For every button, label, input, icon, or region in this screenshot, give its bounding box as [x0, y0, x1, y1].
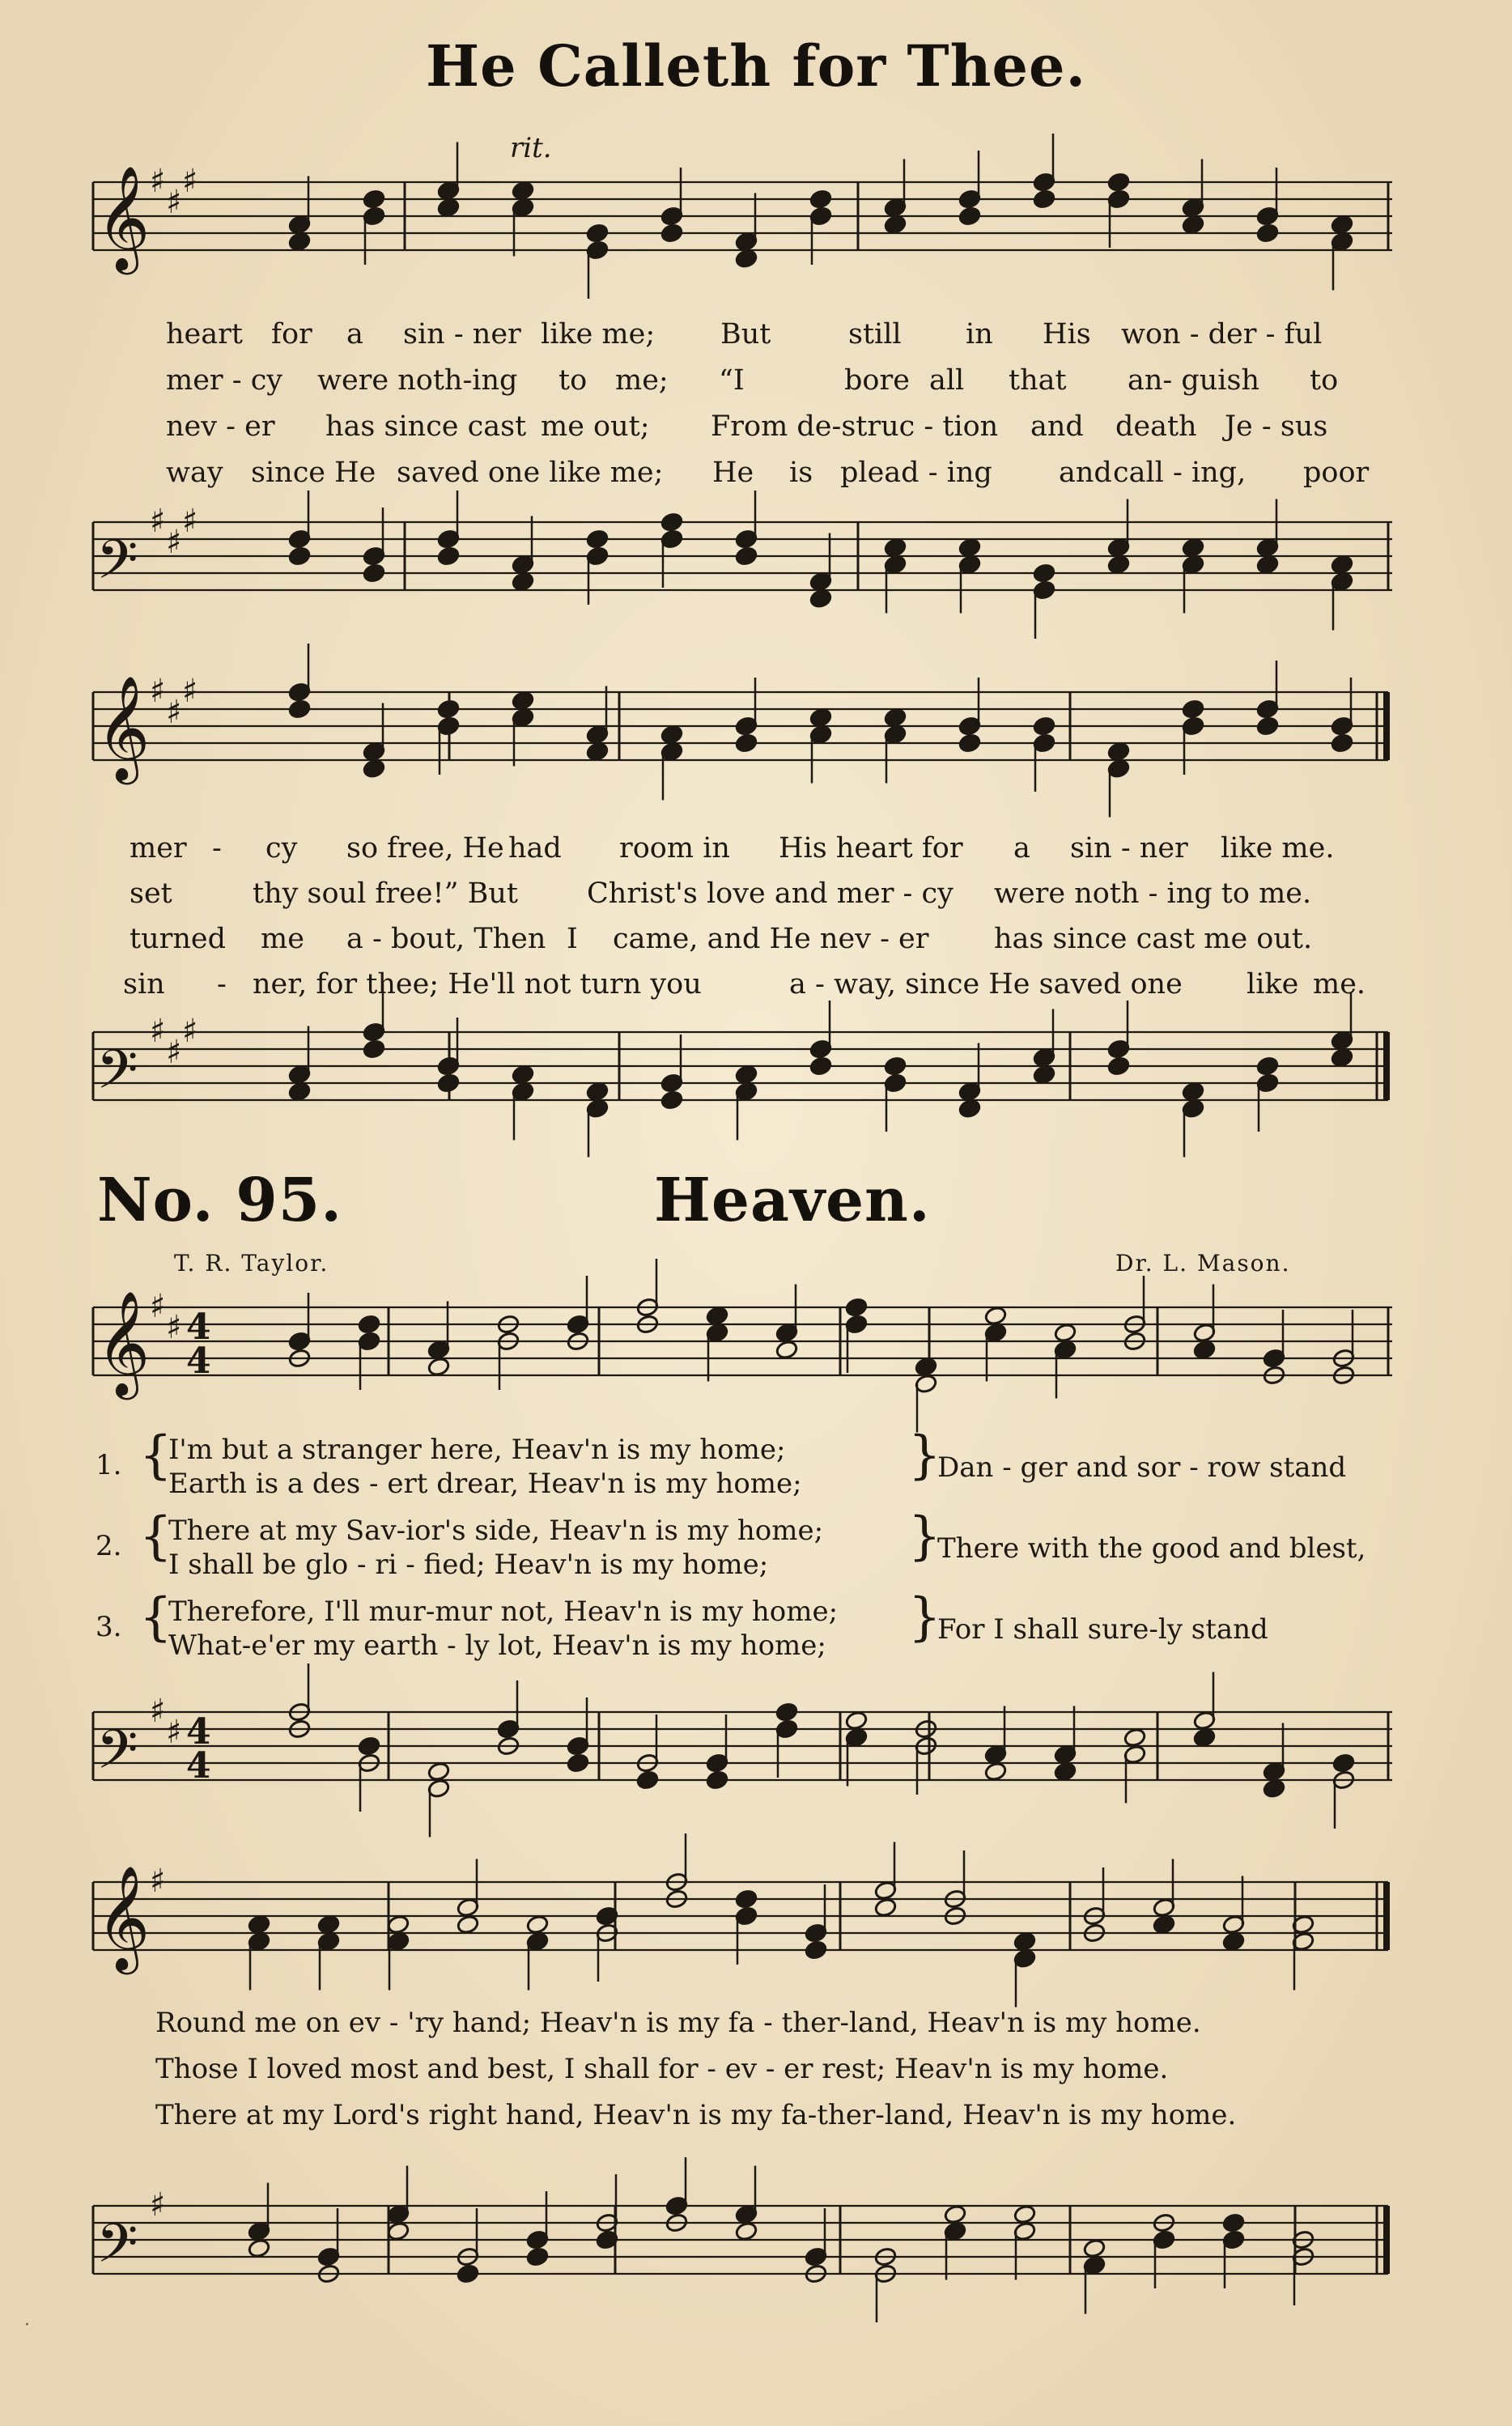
hymn2-system1-treble-staff	[0, 1287, 1512, 1433]
note-head	[1107, 172, 1131, 192]
sharp-sign: ♯	[182, 1013, 198, 1050]
note-head	[1256, 554, 1280, 575]
note-head	[1332, 1753, 1356, 1773]
brace-right: }	[908, 1425, 941, 1485]
hymn2-composer: Dr. L. Mason.	[1115, 1250, 1291, 1277]
syllable: has since cast me out.	[994, 923, 1313, 955]
note-head	[1153, 1914, 1176, 1935]
note-head	[512, 690, 535, 711]
syllable: me.	[1313, 968, 1366, 1001]
note-head	[1193, 1727, 1217, 1748]
stanza-number: 2.	[96, 1530, 122, 1562]
note-head	[735, 546, 758, 566]
time-signature-bottom: 4	[186, 1745, 211, 1787]
sharp-sign: ♯	[166, 1034, 182, 1071]
syllable: an- guish	[1128, 364, 1260, 397]
syllable: He	[712, 457, 754, 489]
note-head	[512, 1064, 535, 1085]
hymn1-s2-verse-2	[0, 877, 1512, 910]
note-head	[1331, 215, 1354, 235]
note-head	[660, 724, 684, 745]
note-head	[288, 546, 312, 566]
hymn1-system2-bass-staff	[0, 1012, 1512, 1158]
syllable: cy	[265, 832, 298, 865]
sharp-sign: ♯	[150, 1013, 166, 1050]
refrain-start: For I shall sure-ly stand	[937, 1613, 1268, 1646]
note-head	[288, 1081, 312, 1102]
syllable: came, and He nev - er	[613, 923, 929, 955]
syllable: “I	[719, 364, 745, 397]
note-head	[845, 1710, 869, 1731]
note-head	[944, 2204, 967, 2224]
sharp-sign: ♯	[166, 1714, 182, 1751]
note-head	[363, 563, 386, 583]
note-head	[775, 1702, 799, 1722]
note-head	[363, 189, 386, 209]
note-head	[874, 1897, 898, 1918]
syllable: has since cast	[325, 410, 527, 443]
sharp-sign: ♯	[150, 1693, 166, 1730]
treble-clef: 𝄞	[96, 675, 151, 780]
syllable: had	[508, 832, 562, 865]
stanza-line: There at my Sav-ior's side, Heav'n is my home;	[168, 1515, 824, 1547]
brace-right: }	[908, 1587, 941, 1647]
note-head	[735, 1064, 758, 1085]
note-head	[1083, 2238, 1106, 2258]
syllable: mer - cy	[166, 364, 283, 397]
syllable: poor	[1303, 457, 1370, 489]
syllable: heart	[166, 318, 243, 351]
note-head	[1033, 189, 1056, 209]
sharp-sign: ♯	[182, 673, 198, 710]
note-head	[636, 1770, 660, 1790]
note-head	[660, 223, 684, 243]
syllable: in	[966, 318, 993, 351]
note-head	[1107, 554, 1131, 575]
syllable: thy soul free!” But	[253, 877, 518, 910]
syllable: won - der - ful	[1121, 318, 1323, 351]
syllable: and	[1059, 457, 1112, 489]
sharp-sign: ♯	[150, 1863, 166, 1900]
note-head	[1013, 2204, 1037, 2224]
note-head	[1182, 1081, 1205, 1102]
note-head	[567, 1753, 590, 1773]
note-head	[1054, 1323, 1077, 1343]
note-head	[1054, 1761, 1077, 1782]
brace-left: {	[139, 1425, 172, 1485]
syllable: But	[720, 318, 771, 351]
hymn1-s2-verse-4	[0, 968, 1512, 1001]
final-bar-thick	[1383, 2206, 1390, 2274]
note-head	[1256, 1056, 1280, 1076]
note-head	[1182, 215, 1205, 235]
time-signature-top: 4	[186, 1711, 211, 1753]
bass-clef: 𝄢	[96, 2212, 138, 2288]
syllable: nev - er	[166, 410, 275, 443]
sharp-sign: ♯	[166, 524, 182, 561]
note-head	[1193, 1340, 1217, 1360]
note-head	[317, 1914, 341, 1935]
syllable: sin - ner	[403, 318, 521, 351]
syllable: for	[271, 318, 312, 351]
note-head	[437, 1073, 461, 1093]
note-head	[1256, 223, 1280, 243]
syllable: room in	[619, 832, 730, 865]
syllable: like	[1247, 968, 1299, 1001]
note-head	[526, 2246, 550, 2267]
syllable: and	[1030, 410, 1084, 443]
syllable: a	[346, 318, 363, 351]
syllable: all	[929, 364, 965, 397]
note-head	[1331, 554, 1354, 575]
syllable: sin - ner	[1070, 832, 1188, 865]
note-head	[248, 2238, 271, 2258]
syllable: set	[130, 877, 172, 910]
note-head	[735, 1889, 758, 1909]
note-head	[660, 1090, 684, 1110]
note-head	[706, 1770, 729, 1790]
note-head	[1222, 2212, 1246, 2233]
note-head	[512, 571, 535, 592]
time-signature-top: 4	[186, 1306, 211, 1348]
note-head	[1331, 733, 1354, 753]
note-head	[660, 512, 684, 532]
hymn1-s1-verse-3	[0, 410, 1512, 443]
note-head	[1263, 1778, 1286, 1799]
syllable: Christ's love and mer - cy	[587, 877, 953, 910]
brace-left: {	[139, 1587, 172, 1647]
sharp-sign: ♯	[166, 694, 182, 731]
sharp-sign: ♯	[150, 2186, 166, 2224]
hymn2-system1-bass-staff	[0, 1692, 1512, 1838]
final-bar-thick	[1383, 692, 1390, 760]
note-head	[288, 232, 312, 252]
note-head	[512, 181, 535, 201]
note-head	[735, 2221, 758, 2241]
note-head	[1013, 1931, 1037, 1952]
syllable: a - bout, Then	[346, 923, 546, 955]
hymn2-system2-bass-staff	[0, 2186, 1512, 2331]
bass-clef: 𝄢	[96, 529, 138, 604]
hymn2-lyricist: T. R. Taylor.	[174, 1250, 329, 1277]
note-head	[958, 206, 982, 226]
sharp-sign: ♯	[182, 163, 198, 200]
syllable: bore	[844, 364, 910, 397]
time-signature-bottom: 4	[186, 1340, 211, 1382]
syllable: His	[1043, 318, 1091, 351]
note-head	[735, 249, 758, 269]
syllable: like me.	[1221, 832, 1335, 865]
note-head	[437, 699, 461, 719]
syllable: -	[212, 832, 222, 865]
hymn2-number: No. 95.	[97, 1166, 342, 1235]
stanza-number: 1.	[96, 1449, 122, 1481]
note-head	[845, 1297, 869, 1317]
treble-clef: 𝄞	[96, 1865, 151, 1970]
syllable: me;	[615, 364, 669, 397]
note-head	[1033, 716, 1056, 736]
hymn1-s1-verse-2	[0, 364, 1512, 397]
syllable: plead - ing	[840, 457, 992, 489]
note-head	[1107, 741, 1131, 762]
treble-clef: 𝄞	[96, 165, 151, 270]
note-head	[884, 1056, 907, 1076]
syllable: death	[1115, 410, 1197, 443]
note-head	[358, 1736, 381, 1756]
note-head	[427, 1761, 451, 1782]
note-head	[706, 1306, 729, 1326]
syllable: to	[1310, 364, 1339, 397]
note-head	[735, 733, 758, 753]
syllable: saved one like me;	[397, 457, 664, 489]
note-head	[775, 1340, 799, 1360]
note-head	[363, 1039, 386, 1059]
sharp-sign: ♯	[166, 184, 182, 221]
syllable: that	[1009, 364, 1067, 397]
syllable: still	[848, 318, 902, 351]
note-head	[1033, 563, 1056, 583]
sharp-sign: ♯	[150, 673, 166, 710]
note-head	[526, 1914, 550, 1935]
note-head	[1182, 537, 1205, 558]
syllable: -	[217, 968, 227, 1001]
refrain-start: There with the good and blest,	[937, 1532, 1366, 1565]
syllable: so free, He	[346, 832, 504, 865]
note-head	[1222, 1931, 1246, 1952]
stanza-line: Earth is a des - ert drear, Heav'n is my home;	[168, 1468, 802, 1500]
syllable: ner, for thee; He'll not turn you	[253, 968, 702, 1001]
refrain-line-1: Round me on ev - 'ry hand; Heav'n is my fa - ther-land, Heav'n is my home.	[155, 2007, 1201, 2039]
refrain-line-3: There at my Lord's right hand, Heav'n is my fa-ther-land, Heav'n is my home.	[155, 2099, 1237, 2131]
note-head	[1182, 699, 1205, 719]
note-head	[358, 1314, 381, 1334]
note-head	[915, 1357, 938, 1377]
note-head	[288, 699, 312, 719]
syllable: were noth - ing to me.	[994, 877, 1312, 910]
note-head	[884, 537, 907, 558]
note-head	[958, 537, 982, 558]
note-head	[1033, 1064, 1056, 1085]
hymn1-system2-treble-staff	[0, 672, 1512, 818]
hymn1-s2-verse-1	[0, 832, 1512, 865]
hymn2-title: Heaven.	[654, 1166, 931, 1235]
note-head	[363, 758, 386, 779]
syllable: a	[1013, 832, 1030, 865]
syllable: way	[166, 457, 223, 489]
syllable: Je - sus	[1225, 410, 1328, 443]
note-head	[958, 733, 982, 753]
note-head	[809, 189, 833, 209]
note-head	[437, 546, 461, 566]
note-head	[1107, 1056, 1131, 1076]
syllable: sin	[123, 968, 165, 1001]
syllable: call - ing,	[1113, 457, 1247, 489]
tempo-rit: rit.	[510, 132, 552, 164]
syllable: were noth-ing	[317, 364, 518, 397]
refrain-start: Dan - ger and sor - row stand	[937, 1451, 1347, 1484]
stanza-line: Therefore, I'll mur-mur not, Heav'n is my home;	[168, 1595, 839, 1628]
note-head	[809, 707, 833, 728]
bass-clef: 𝄢	[96, 1039, 138, 1114]
note-head	[457, 1914, 480, 1935]
hymn1-s2-verse-3	[0, 923, 1512, 955]
note-head	[387, 1914, 410, 1935]
hymn2-system2-treble-staff	[0, 1862, 1512, 2008]
hymn1-system1-bass-staff	[0, 502, 1512, 648]
syllable: me out;	[541, 410, 650, 443]
note-head	[1331, 1047, 1354, 1068]
final-bar-thick	[1383, 1032, 1390, 1100]
syllable: From de-struc - tion	[711, 410, 999, 443]
note-head	[884, 215, 907, 235]
note-head	[809, 588, 833, 609]
syllable: like me;	[541, 318, 656, 351]
stanza-line: What-e'er my earth - ly lot, Heav'n is my home;	[168, 1629, 826, 1662]
syllable: to	[559, 364, 588, 397]
margin-speck: ·	[24, 2315, 30, 2335]
note-head	[884, 707, 907, 728]
note-head	[387, 2221, 410, 2241]
sharp-sign: ♯	[150, 503, 166, 540]
note-head	[586, 1081, 609, 1102]
note-head	[427, 1357, 451, 1377]
sharp-sign: ♯	[150, 1288, 166, 1325]
note-head	[984, 1306, 1008, 1326]
syllable: me	[261, 923, 304, 955]
note-head	[586, 741, 609, 762]
note-head	[805, 1940, 828, 1960]
bass-clef: 𝄢	[96, 1719, 138, 1794]
stanza-number: 3.	[96, 1611, 122, 1643]
sharp-sign: ♯	[166, 1309, 182, 1346]
syllable: is	[789, 457, 813, 489]
syllable: I	[567, 923, 578, 955]
brace-left: {	[139, 1506, 172, 1566]
note-head	[1256, 716, 1280, 736]
note-head	[586, 223, 609, 243]
final-bar-thick	[1383, 1882, 1390, 1950]
syllable: His heart for	[779, 832, 963, 865]
note-head	[457, 2263, 480, 2284]
syllable: turned	[130, 923, 226, 955]
refrain-line-2: Those I loved most and best, I shall for - ev - er rest; Heav'n is my home.	[155, 2053, 1169, 2085]
note-head	[958, 1098, 982, 1119]
sharp-sign: ♯	[150, 163, 166, 200]
hymn1-system1-treble-staff	[0, 162, 1512, 308]
brace-right: }	[908, 1506, 941, 1566]
note-head	[437, 198, 461, 218]
note-head	[248, 1914, 271, 1935]
treble-clef: 𝄞	[96, 1290, 151, 1396]
note-head	[984, 1761, 1008, 1782]
stanza-line: I'm but a stranger here, Heav'n is my home;	[168, 1434, 786, 1466]
sharp-sign: ♯	[182, 503, 198, 540]
syllable: mer	[130, 832, 187, 865]
note-head	[586, 529, 609, 549]
hymn1-title: He Calleth for Thee.	[426, 32, 1086, 100]
syllable: a - way, since He saved one	[789, 968, 1183, 1001]
note-head	[809, 1056, 833, 1076]
hymn1-s1-verse-4	[0, 457, 1512, 489]
note-head	[1123, 1727, 1147, 1748]
syllable: since He	[251, 457, 376, 489]
stanza-line: I shall be glo - ri - fied; Heav'n is my home;	[168, 1549, 769, 1581]
hymn1-s1-verse-1	[0, 318, 1512, 351]
